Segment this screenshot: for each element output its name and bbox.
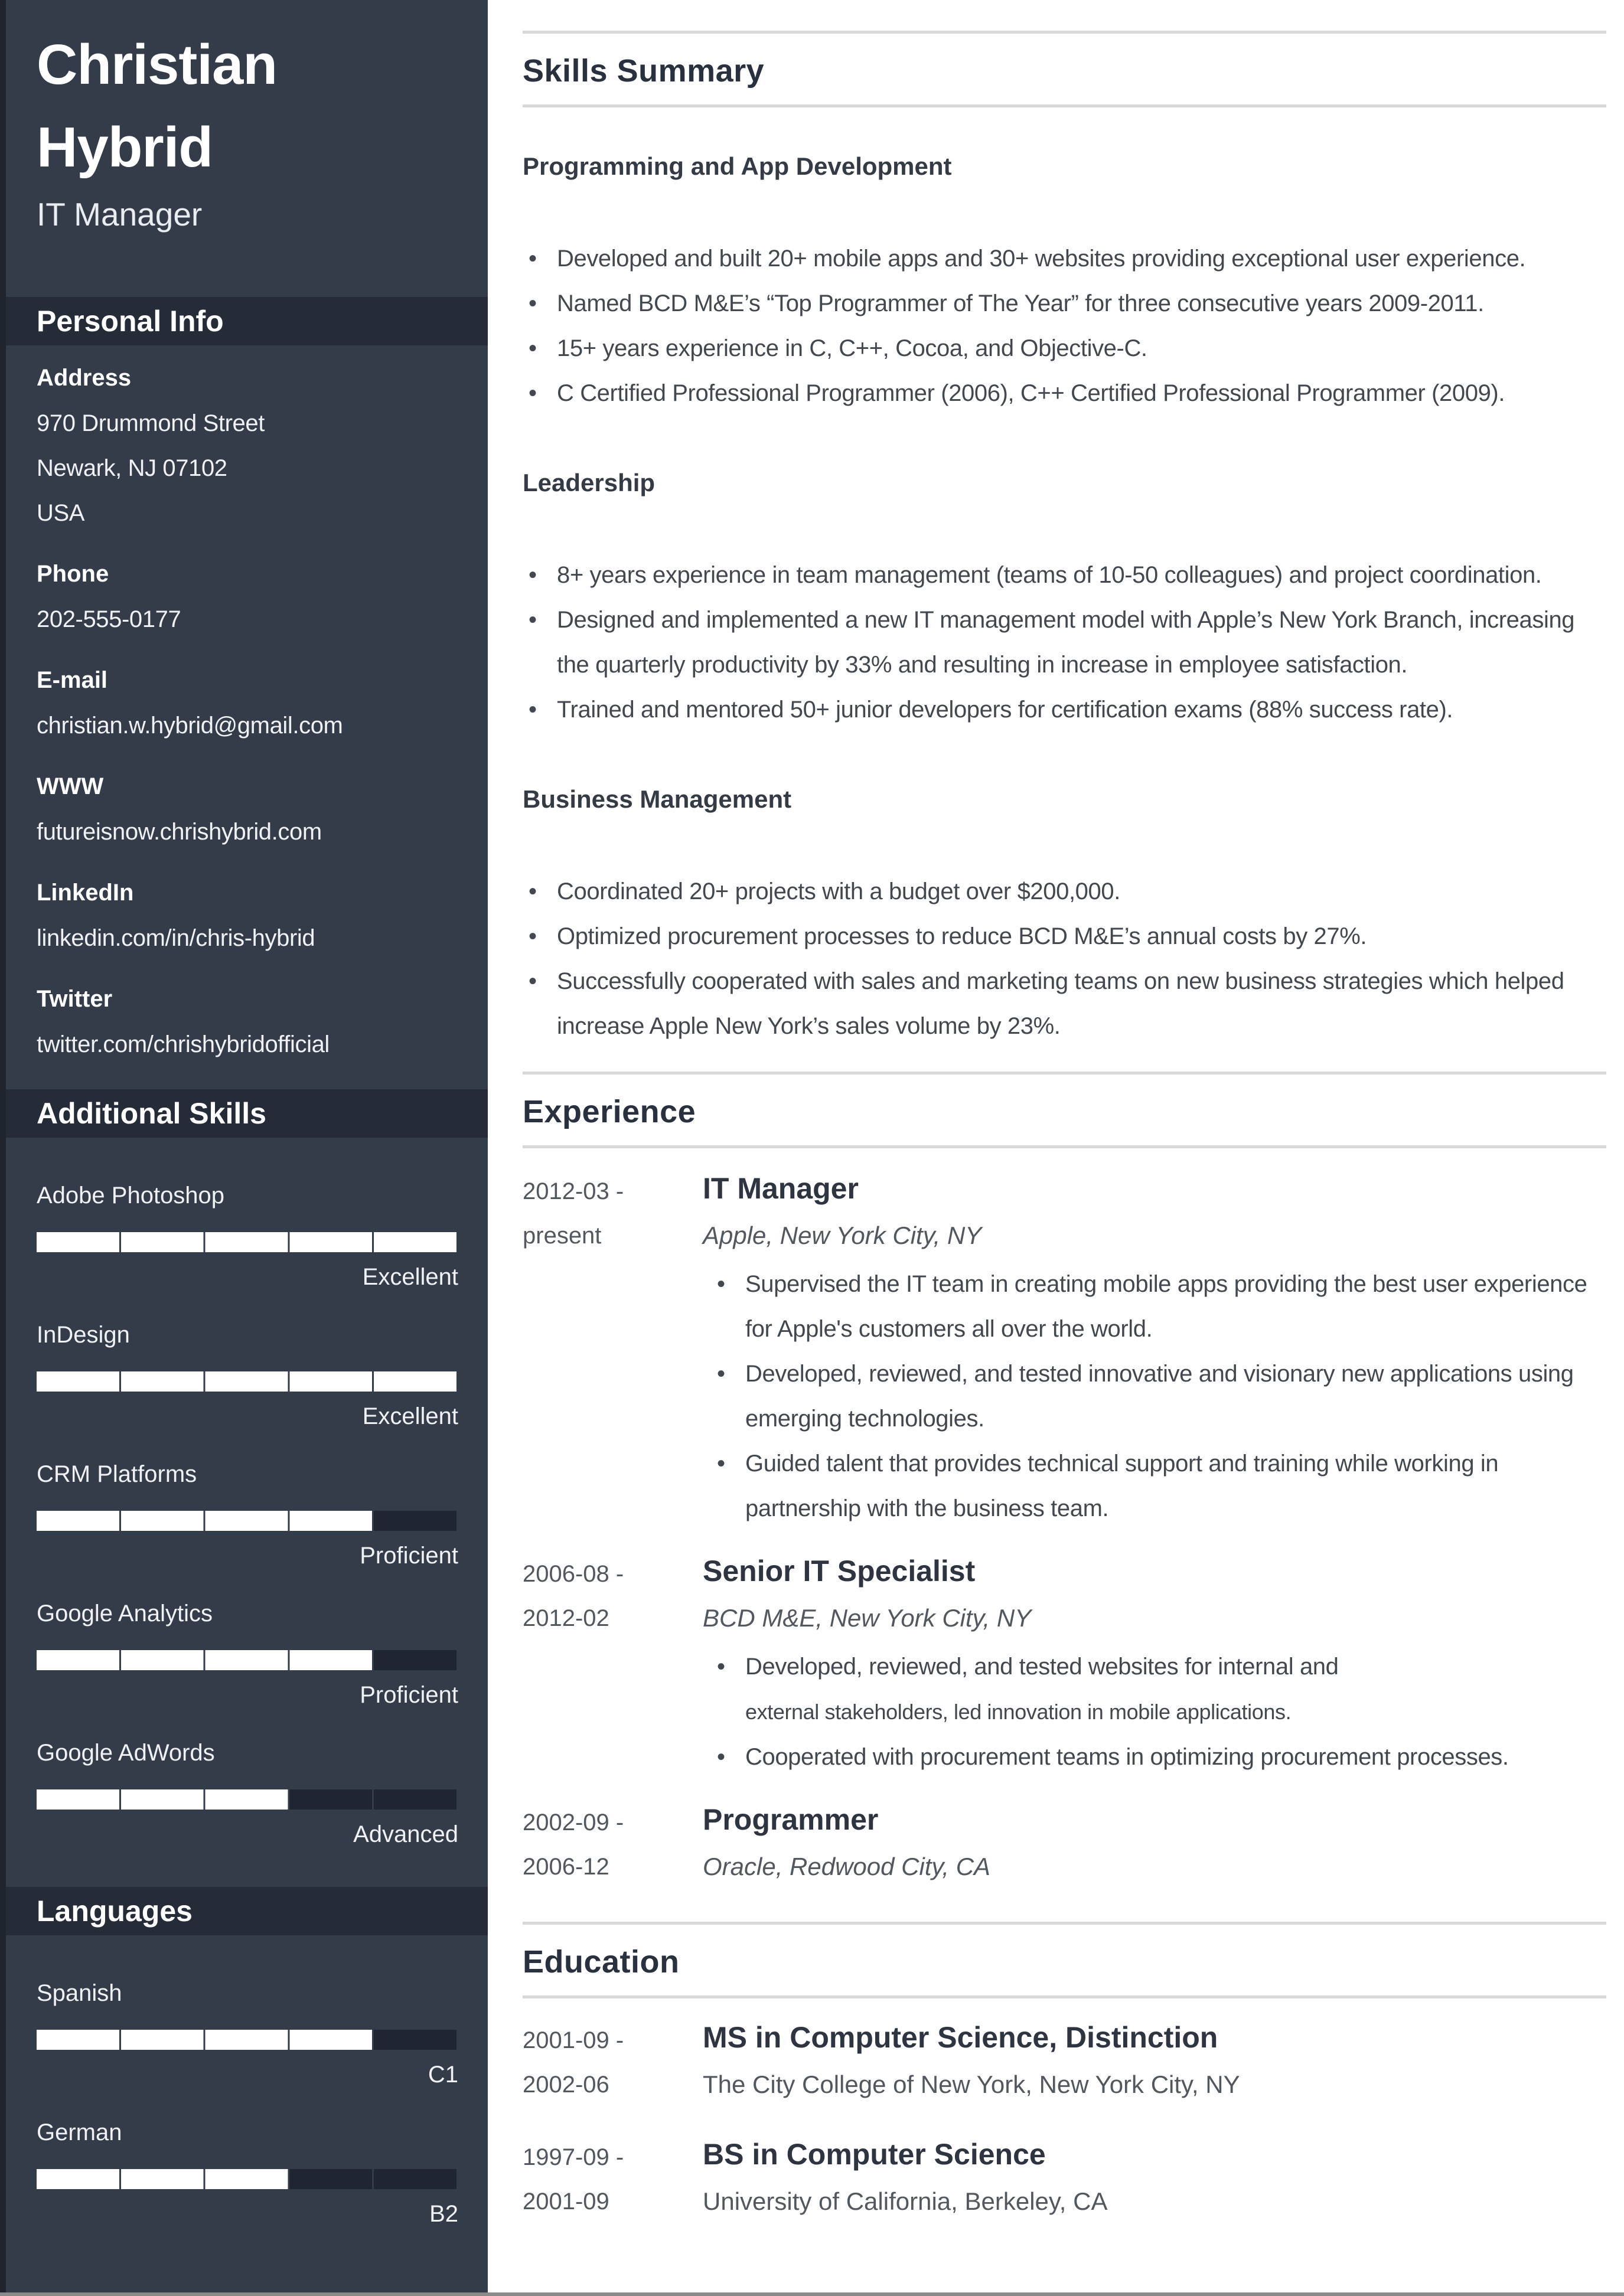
address-line: Newark, NJ 07102 [37,455,227,481]
skill-name: InDesign [37,1322,130,1348]
bullet-text: Coordinated 20+ projects with a budget over $200,000. [557,878,1120,904]
section-title-education: Education [523,1944,680,1980]
bullet-text: 8+ years experience in team management (teams of 10-50 colleagues) and project coordination. [557,562,1542,588]
bullet-list [703,1262,1606,1531]
job-company: Apple, New York City, NY [703,1222,982,1249]
edu-details [703,2019,1606,2107]
bullet-list [523,553,1606,732]
bottom-border [0,2292,1624,2296]
list-item [529,281,1606,326]
job-details [703,1170,1606,1531]
phone-label: Phone [37,561,109,587]
bullet-icon: • [529,246,537,272]
divider [523,1995,1606,1998]
language-name: Spanish [37,1980,122,2006]
skill-bar-fill [37,1789,289,1810]
skill-item [37,1730,458,1857]
www-value: futureisnow.chrishybrid.com [37,819,322,845]
bullet-icon: • [529,923,537,949]
skill-level: Excellent [362,1264,458,1290]
language-item [37,1971,458,2097]
skill-bar-fill [37,1371,458,1392]
job-details [703,1552,1606,1779]
skill-bar [37,1511,458,1531]
bullet-text: Guided talent that provides technical support and training while working in partnership with the business team. [745,1451,1499,1521]
edu-dates [523,2019,703,2107]
www-label: WWW [37,773,104,799]
candidate-name [0,0,488,189]
edu-degree: MS in Computer Science, Distinction [703,2021,1218,2054]
list-item [529,914,1606,959]
job-date-to: 2012-02 [523,1605,609,1631]
twitter-label: Twitter [37,986,113,1012]
language-bar [37,2169,458,2189]
bullet-text: Developed, reviewed, and tested innovative and visionary new applications using emerging technologies. [745,1361,1574,1432]
phone-value: 202-555-0177 [37,606,181,632]
address-line: 970 Drummond Street [37,410,265,436]
edu-date-to: 2001-09 [523,2189,609,2215]
skill-bar [37,1650,458,1670]
skill-bar-fill [37,1511,374,1531]
edu-date-to: 2002-06 [523,2072,609,2098]
list-item [703,1735,1606,1779]
list-item [703,1262,1606,1351]
address-line: USA [37,500,85,526]
job-entry [523,1170,1606,1531]
language-level: B2 [429,2201,458,2227]
list-item [529,236,1606,281]
bullet-text: Optimized procurement processes to reduce BCD M&E’s annual costs by 27%. [557,923,1367,949]
email-label: E-mail [37,667,108,693]
edu-dates [523,2135,703,2224]
divider [523,1145,1606,1148]
languages-heading: Languages [0,1887,488,1935]
bullet-icon: • [717,1654,726,1680]
job-title-text: Programmer [703,1803,879,1836]
linkedin-value: linkedin.com/in/chris-hybrid [37,925,315,951]
skill-bar [37,1371,458,1392]
bullet-list [703,1644,1606,1779]
job-company: Oracle, Redwood City, CA [703,1853,991,1880]
group-heading: Leadership [523,469,656,497]
bullet-icon: • [529,380,537,406]
job-date-from: 2006-08 - [523,1561,624,1587]
skill-bar [37,1789,458,1810]
skill-name: Adobe Photoshop [37,1183,225,1209]
skills-group-leadership [523,465,1606,732]
additional-skills-heading: Additional Skills [0,1089,488,1138]
language-item [37,2110,458,2236]
bullet-text-line: Developed, reviewed, and tested websites for internal and [745,1654,1339,1680]
list-item [703,1441,1606,1531]
list-item [703,1644,1606,1735]
skill-bar [37,1232,458,1252]
edu-details [703,2135,1606,2224]
skill-level: Proficient [360,1543,458,1569]
divider [523,1072,1606,1074]
bullet-text [745,1644,1606,1735]
candidate-job-title: IT Manager [37,196,203,233]
skills-group-programming [523,149,1606,416]
job-dates [523,1170,703,1531]
bullet-icon: • [717,1744,726,1770]
edu-school: The City College of New York, New York City, NY [703,2070,1240,2098]
list-item [703,1351,1606,1441]
job-details [703,1801,1606,1889]
personal-info-heading: Personal Info [0,297,488,345]
bullet-text: C Certified Professional Programmer (2006), C++ Certified Professional Programmer (2009). [557,380,1505,406]
skill-bar-fill [37,1232,458,1252]
bullet-icon: • [529,878,537,904]
skill-name: Google AdWords [37,1740,215,1766]
skill-bar-fill [37,1650,374,1670]
skill-item [37,1173,458,1299]
job-dates [523,1552,703,1779]
additional-skills-section [0,1173,488,1857]
bullet-icon: • [717,1271,726,1297]
sidebar [0,0,488,2296]
sidebar-edge-strip [0,0,6,2296]
twitter-value: twitter.com/chrishybridofficial [37,1031,330,1057]
bullet-icon: • [529,968,537,994]
bullet-list [523,236,1606,416]
job-company: BCD M&E, New York City, NY [703,1604,1032,1632]
skill-level: Advanced [353,1821,458,1847]
email-value: christian.w.hybrid@gmail.com [37,713,343,739]
edu-degree: BS in Computer Science [703,2138,1046,2171]
bullet-text-line-small: external stakeholders, led innovation in mobile applications. [745,1700,1292,1724]
list-item [529,553,1606,597]
bullet-icon: • [717,1361,726,1387]
skill-item [37,1312,458,1439]
skill-item [37,1452,458,1578]
list-item [529,959,1606,1049]
bullet-icon: • [529,290,537,316]
personal-info-section [0,355,488,1067]
divider [523,104,1606,107]
skill-name: CRM Platforms [37,1461,197,1487]
skill-level: Excellent [362,1403,458,1429]
job-date-to: 2006-12 [523,1854,609,1880]
education-entry [523,2135,1606,2224]
skills-group-business [523,782,1606,1049]
list-item [529,597,1606,687]
group-heading: Business Management [523,785,792,813]
bullet-text: Successfully cooperated with sales and marketing teams on new business strategies which helped increase Apple New York’s sales volume by 23%. [557,968,1564,1039]
bullet-text: Developed and built 20+ mobile apps and 30+ websites providing exceptional user experience. [557,246,1526,272]
language-bar-fill [37,2169,289,2189]
main-column [488,31,1624,2224]
linkedin-label: LinkedIn [37,880,134,906]
skill-name: Google Analytics [37,1601,213,1627]
edu-date-from: 2001-09 - [523,2027,624,2053]
education-entry [523,2019,1606,2107]
job-title-text: Senior IT Specialist [703,1554,976,1588]
candidate-last-name: Hybrid [37,116,213,179]
address-label: Address [37,365,132,391]
language-bar-fill [37,2030,374,2050]
edu-school: University of California, Berkeley, CA [703,2187,1108,2215]
bullet-text: 15+ years experience in C, C++, Cocoa, and Objective-C. [557,335,1147,361]
job-date-from: 2002-09 - [523,1810,624,1836]
job-dates [523,1801,703,1889]
bullet-text: Cooperated with procurement teams in optimizing procurement processes. [745,1744,1509,1770]
job-entry [523,1552,1606,1779]
bullet-icon: • [529,562,537,588]
language-level: C1 [428,2062,458,2088]
language-bar [37,2030,458,2050]
bullet-text: Designed and implemented a new IT management model with Apple’s New York Branch, increasing the quarterly productivity by 33% and resulting in increase in employee satisfaction. [557,607,1575,678]
bullet-icon: • [529,607,537,633]
languages-section [0,1971,488,2236]
bullet-icon: • [717,1451,726,1477]
section-title-experience: Experience [523,1094,696,1129]
skill-item [37,1591,458,1717]
bullet-text: Trained and mentored 50+ junior developers for certification exams (88% success rate). [557,697,1453,723]
job-entry [523,1801,1606,1889]
job-date-from: 2012-03 - [523,1178,624,1204]
edu-date-from: 1997-09 - [523,2144,624,2170]
bullet-icon: • [529,697,537,723]
candidate-first-name: Christian [37,33,278,96]
list-item [529,687,1606,732]
list-item [529,326,1606,371]
divider [523,1922,1606,1925]
list-item [529,869,1606,914]
bullet-text: Supervised the IT team in creating mobile apps providing the best user experience for Apple's customers all over the world. [745,1271,1587,1342]
job-title-text: IT Manager [703,1172,859,1205]
group-heading: Programming and App Development [523,152,952,180]
list-item [529,371,1606,416]
section-title-skills-summary: Skills Summary [523,53,765,89]
bullet-list [523,869,1606,1049]
bullet-icon: • [529,335,537,361]
language-name: German [37,2119,122,2145]
bullet-text: Named BCD M&E’s “Top Programmer of The Year” for three consecutive years 2009-2011. [557,290,1484,316]
divider [523,31,1606,34]
job-date-to: present [523,1223,602,1249]
skill-level: Proficient [360,1682,458,1708]
